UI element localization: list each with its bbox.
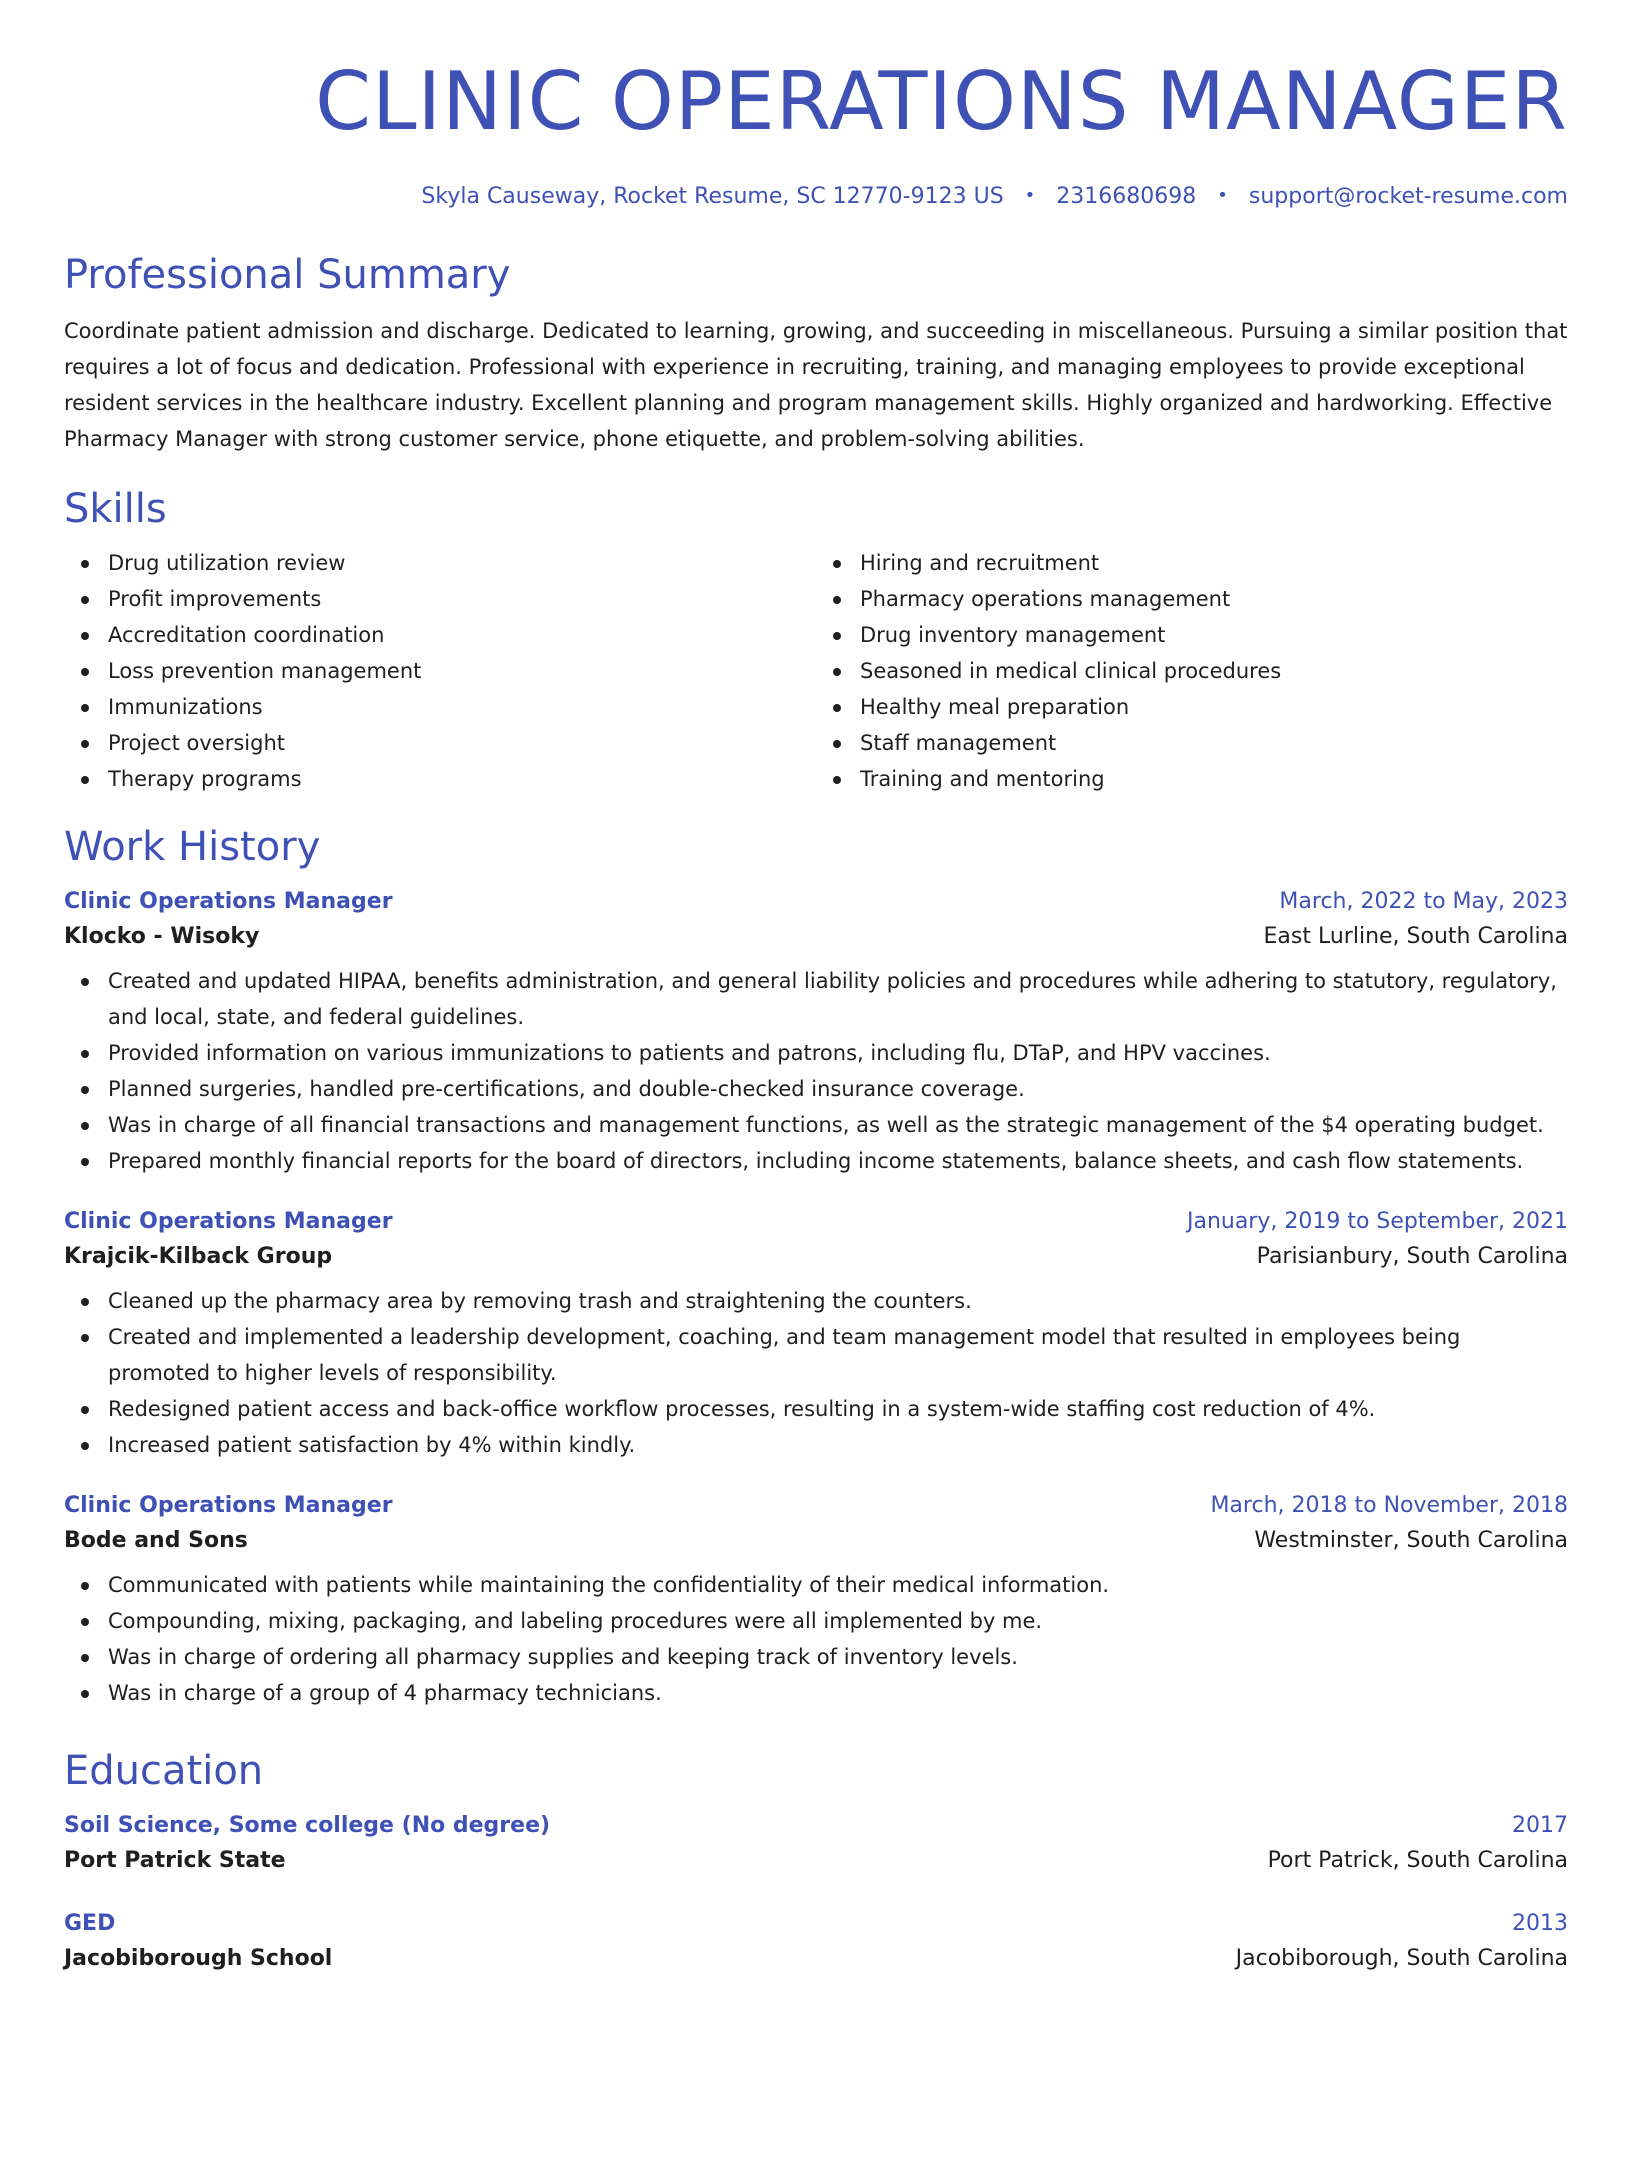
education-header xyxy=(64,1911,1568,1936)
skill-item: Staff management xyxy=(860,725,1568,761)
job-bullet: Planned surgeries, handled pre-certifications, and double-checked insurance coverage. xyxy=(108,1071,1568,1107)
education-degree: GED xyxy=(64,1911,116,1936)
skill-item: Profit improvements xyxy=(108,581,816,617)
resume-title: CLINIC OPERATIONS MANAGER xyxy=(315,55,1568,148)
job-bullet: Was in charge of a group of 4 pharmacy technicians. xyxy=(108,1675,1568,1711)
resume-page xyxy=(0,55,1632,2174)
job-title: Clinic Operations Manager xyxy=(64,1209,393,1234)
job-bullet: Was in charge of ordering all pharmacy supplies and keeping track of inventory levels. xyxy=(108,1639,1568,1675)
job-title: Clinic Operations Manager xyxy=(64,1493,393,1518)
education-degree: Soil Science, Some college (No degree) xyxy=(64,1813,551,1838)
job-location: Parisianbury, South Carolina xyxy=(1256,1244,1568,1269)
skill-item: Accreditation coordination xyxy=(108,617,816,653)
job-subheader xyxy=(64,1244,1568,1269)
job-bullet: Increased patient satisfaction by 4% within kindly. xyxy=(108,1427,1568,1463)
job-dates: January, 2019 to September, 2021 xyxy=(1186,1209,1568,1234)
contact-line xyxy=(64,184,1568,209)
job-title: Clinic Operations Manager xyxy=(64,889,393,914)
job-bullets xyxy=(64,1567,1568,1711)
job-bullet: Prepared monthly financial reports for the board of directors, including income statements, balance sheets, and cash flow statements. xyxy=(108,1143,1568,1179)
job-dates: March, 2018 to November, 2018 xyxy=(1210,1493,1568,1518)
education-location: Port Patrick, South Carolina xyxy=(1267,1848,1568,1873)
education-year: 2017 xyxy=(1512,1813,1568,1838)
job-entry xyxy=(64,1493,1568,1711)
job-header xyxy=(64,1209,1568,1234)
education-heading: Education xyxy=(64,1748,264,1794)
contact-phone: 2316680698 xyxy=(1056,184,1197,209)
skills-heading: Skills xyxy=(64,486,167,532)
work-history-heading: Work History xyxy=(64,824,321,870)
education-entry xyxy=(64,1813,1568,1873)
skills-list-right xyxy=(816,545,1568,797)
contact-separator: • xyxy=(1217,185,1228,206)
job-bullet: Created and implemented a leadership development, coaching, and team management model that resulted in employees being promoted to higher levels of responsibility. xyxy=(108,1319,1568,1391)
job-location: Westminster, South Carolina xyxy=(1254,1528,1568,1553)
job-bullet: Cleaned up the pharmacy area by removing trash and straightening the counters. xyxy=(108,1283,1568,1319)
education-subheader xyxy=(64,1848,1568,1873)
job-bullet: Communicated with patients while maintaining the confidentiality of their medical information. xyxy=(108,1567,1568,1603)
contact-address: Skyla Causeway, Rocket Resume, SC 12770-9123 US xyxy=(421,184,1004,209)
job-dates: March, 2022 to May, 2023 xyxy=(1279,889,1568,914)
job-bullet: Provided information on various immunizations to patients and patrons, including flu, DTaP, and HPV vaccines. xyxy=(108,1035,1568,1071)
job-header xyxy=(64,1493,1568,1518)
skill-item: Loss prevention management xyxy=(108,653,816,689)
skill-item: Drug utilization review xyxy=(108,545,816,581)
skill-item: Therapy programs xyxy=(108,761,816,797)
contact-separator: • xyxy=(1024,185,1036,206)
job-subheader xyxy=(64,924,1568,949)
skills-list-left xyxy=(64,545,816,797)
skill-item: Hiring and recruitment xyxy=(860,545,1568,581)
education-year: 2013 xyxy=(1512,1911,1568,1936)
skill-item: Immunizations xyxy=(108,689,816,725)
job-entry xyxy=(64,889,1568,1179)
job-bullet: Created and updated HIPAA, benefits administration, and general liability policies and procedures while adhering to statutory, regulatory, and local, state, and federal guidelines. xyxy=(108,963,1568,1035)
job-location: East Lurline, South Carolina xyxy=(1263,924,1568,949)
job-bullet: Redesigned patient access and back-office workflow processes, resulting in a system-wide staffing cost reduction of 4%. xyxy=(108,1391,1568,1427)
education-school: Jacobiborough School xyxy=(64,1946,333,1971)
contact-email: support@rocket-resume.com xyxy=(1248,184,1568,209)
job-company: Krajcik-Kilback Group xyxy=(64,1244,333,1269)
job-bullets xyxy=(64,1283,1568,1463)
education-entry xyxy=(64,1911,1568,1971)
job-entry xyxy=(64,1209,1568,1463)
skill-item: Drug inventory management xyxy=(860,617,1568,653)
job-bullet: Was in charge of all financial transactions and management functions, as well as the strategic management of the $4 operating budget. xyxy=(108,1107,1568,1143)
job-bullet: Compounding, mixing, packaging, and labeling procedures were all implemented by me. xyxy=(108,1603,1568,1639)
skills-grid xyxy=(64,545,1568,797)
job-bullets xyxy=(64,963,1568,1179)
job-subheader xyxy=(64,1528,1568,1553)
education-school: Port Patrick State xyxy=(64,1848,286,1873)
education-header xyxy=(64,1813,1568,1838)
education-subheader xyxy=(64,1946,1568,1971)
job-header xyxy=(64,889,1568,914)
skill-item: Seasoned in medical clinical procedures xyxy=(860,653,1568,689)
education-location: Jacobiborough, South Carolina xyxy=(1235,1946,1568,1971)
summary-heading: Professional Summary xyxy=(64,252,511,298)
summary-text: Coordinate patient admission and discharge. Dedicated to learning, growing, and succeeding in miscellaneous. Pursuing a similar position that requires a lot of focus and dedication. Professional with experience in recruiting, training, and managing employees to provide exceptional resident services in the healthcare industry. Excellent planning and program management skills. Highly organized and hardworking. Effective Pharmacy Manager with strong customer service, phone etiquette, and problem-solving abilities. xyxy=(64,319,1568,451)
skill-item: Healthy meal preparation xyxy=(860,689,1568,725)
skill-item: Project oversight xyxy=(108,725,816,761)
job-company: Bode and Sons xyxy=(64,1528,248,1553)
skill-item: Pharmacy operations management xyxy=(860,581,1568,617)
skill-item: Training and mentoring xyxy=(860,761,1568,797)
job-company: Klocko - Wisoky xyxy=(64,924,260,949)
